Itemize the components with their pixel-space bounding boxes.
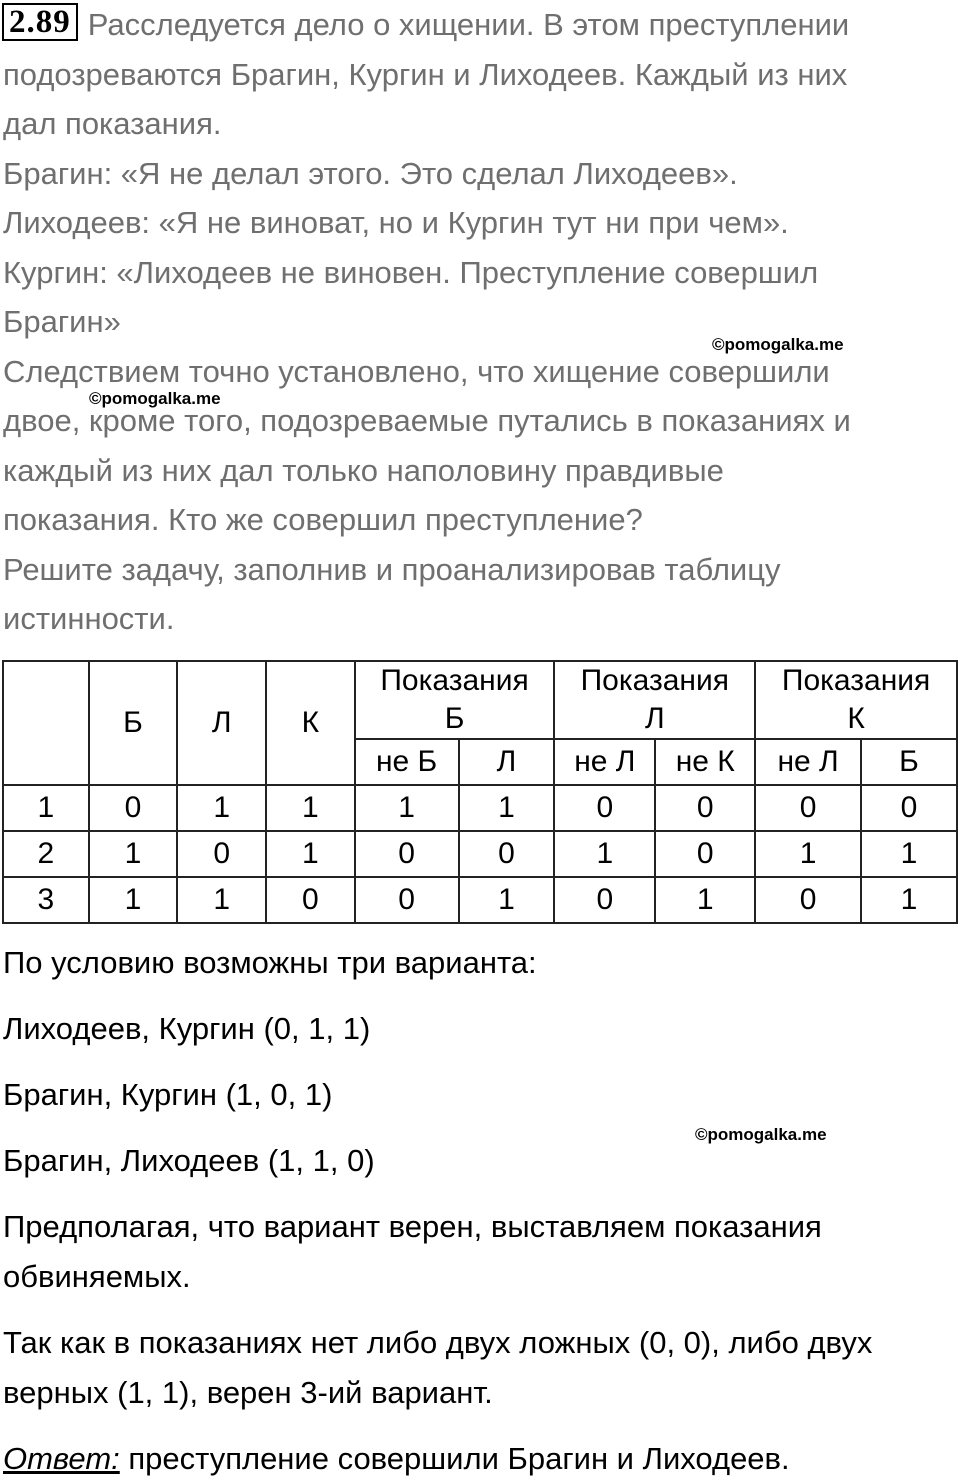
- problem-line: дал показания.: [3, 106, 222, 141]
- table-cell: 0: [266, 877, 355, 923]
- table-cell: 1: [3, 785, 89, 831]
- table-header-row: [3, 661, 957, 739]
- table-cell: 1: [355, 785, 459, 831]
- variant-item: Брагин, Лиходеев (1, 1, 0): [3, 1143, 375, 1178]
- subheader-cell: не Б: [355, 739, 459, 785]
- table-cell: 0: [755, 877, 861, 923]
- subheader-cell: не Л: [755, 739, 861, 785]
- problem-line: 2.89 Расследуется дело о хищении. В этом преступлении: [3, 0, 958, 50]
- solution: [3, 938, 958, 1484]
- problem-question: показания. Кто же совершил преступление?: [3, 502, 643, 537]
- subheader-cell: не Л: [554, 739, 655, 785]
- table-cell: 1: [459, 877, 555, 923]
- table-cell: 2: [3, 831, 89, 877]
- answer-label: Ответ:: [3, 1441, 120, 1476]
- problem-statement: [3, 0, 958, 644]
- problem-task-cont: истинности.: [3, 601, 175, 636]
- header-empty-cell: [3, 661, 89, 785]
- table-cell: 0: [655, 785, 755, 831]
- subheader-cell: Л: [459, 739, 555, 785]
- problem-line: подозреваются Брагин, Кургин и Лиходеев. Каждый из них: [3, 56, 848, 92]
- table-cell: 1: [755, 831, 861, 877]
- table-cell: 0: [89, 785, 178, 831]
- table-cell: 0: [355, 831, 459, 877]
- table-cell: 1: [266, 785, 355, 831]
- table-cell: 0: [459, 831, 555, 877]
- table-cell: 0: [554, 877, 655, 923]
- header-testimony-b: Показания Б: [355, 661, 555, 739]
- table-cell: 0: [177, 831, 266, 877]
- testimony-likhodeev: Лиходеев: «Я не виноват, но и Кургин тут ни при чем».: [3, 205, 789, 240]
- table-row: [3, 831, 957, 877]
- header-testimony-l: Показания Л: [554, 661, 755, 739]
- variant-item: Брагин, Кургин (1, 0, 1): [3, 1077, 333, 1112]
- testimony-bragin: Брагин: «Я не делал этого. Это сделал Лиходеев».: [3, 155, 738, 191]
- testimony-kurgin-cont: Брагин»: [3, 304, 121, 339]
- problem-line: двое, кроме того, подозреваемые путались в показаниях и: [3, 403, 851, 438]
- header-k: К: [266, 661, 355, 785]
- table-cell: 1: [266, 831, 355, 877]
- table-row: [3, 785, 957, 831]
- solution-paragraph: обвиняемых.: [3, 1259, 191, 1294]
- subheader-cell: не К: [655, 739, 755, 785]
- watermark: ©pomogalka.me: [712, 335, 844, 354]
- table-cell: 0: [554, 785, 655, 831]
- solution-intro: По условию возможны три варианта:: [3, 945, 537, 980]
- table-cell: 1: [861, 877, 957, 923]
- answer: [3, 1434, 958, 1484]
- table-cell: 1: [655, 877, 755, 923]
- solution-paragraph: Так как в показаниях нет либо двух ложных (0, 0), либо двух: [3, 1325, 873, 1360]
- solution-paragraph: верных (1, 1), верен 3-ий вариант.: [3, 1375, 493, 1410]
- table-cell: 1: [89, 877, 178, 923]
- table-cell: 1: [177, 877, 266, 923]
- table-cell: 0: [355, 877, 459, 923]
- table-cell: 1: [554, 831, 655, 877]
- truth-table: [2, 660, 958, 924]
- header-testimony-k: Показания К: [755, 661, 957, 739]
- testimony-kurgin: Кургин: «Лиходеев не виновен. Преступление совершил: [3, 254, 819, 290]
- watermark: ©pomogalka.me: [89, 389, 221, 408]
- table-cell: 0: [655, 831, 755, 877]
- table-cell: 0: [755, 785, 861, 831]
- solution-paragraph: Предполагая, что вариант верен, выставляем показания: [3, 1209, 822, 1244]
- table-cell: 3: [3, 877, 89, 923]
- subheader-cell: Б: [861, 739, 957, 785]
- header-l: Л: [177, 661, 266, 785]
- table-cell: 1: [459, 785, 555, 831]
- problem-number: 2.89: [2, 3, 78, 41]
- problem-line: каждый из них дал только наполовину правдивые: [3, 452, 724, 488]
- problem-task: Решите задачу, заполнив и проанализировав таблицу: [3, 551, 781, 587]
- problem-line: Следствием точно установлено, что хищение совершили: [3, 353, 830, 389]
- table-cell: 1: [861, 831, 957, 877]
- table-cell: 0: [861, 785, 957, 831]
- answer-text: преступление совершили Брагин и Лиходеев.: [119, 1441, 790, 1476]
- table-cell: 1: [177, 785, 266, 831]
- watermark: ©pomogalka.me: [695, 1125, 827, 1144]
- table-cell: 1: [89, 831, 178, 877]
- table-row: [3, 877, 957, 923]
- header-b: Б: [89, 661, 178, 785]
- variant-item: Лиходеев, Кургин (0, 1, 1): [3, 1011, 371, 1046]
